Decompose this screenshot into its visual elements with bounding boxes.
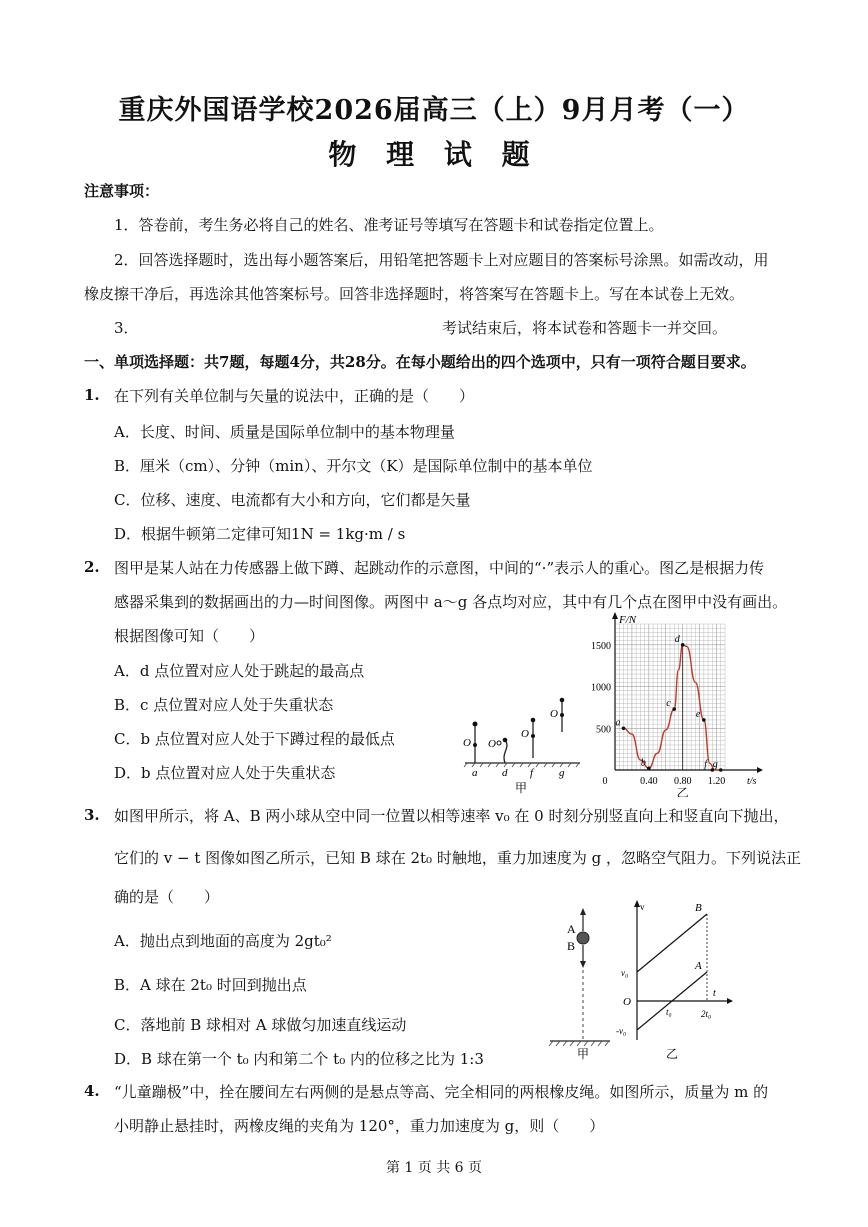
notice-item-1: 1．答卷前，考生务必将自己的姓名、准考证号等填写在答题卡和试卷指定位置上。	[114, 216, 664, 234]
q2-option-c: C．b 点位置对应人处于下蹲过程的最低点	[114, 730, 395, 748]
jia-point-a: a	[472, 767, 478, 779]
q2-stem-2: 感器采集到的数据画出的力—时间图像。两图中 a～g 各点均对应，其中有几个点在图甲中没有画出。	[114, 593, 788, 611]
q1-option-d: D．根据牛顿第二定律可知1N = 1kg·m / s	[114, 525, 406, 543]
point-label-f: f	[704, 759, 708, 770]
jia-o-label-a: O	[463, 737, 471, 749]
v0-tick-label: v₀	[621, 968, 629, 978]
point-d	[681, 643, 685, 647]
q3-option-d: D．B 球在第一个 t₀ 内和第二个 t₀ 内的位移之比为 1:3	[114, 1050, 484, 1068]
q2-option-d: D．b 点位置对应人处于失重状态	[114, 764, 336, 782]
point-label-e: e	[695, 708, 701, 720]
page-footer: 第 1 页 共 6 页	[385, 1160, 483, 1176]
exam-title: 重庆外国语学校2026届高三（上）9月月考（一）	[118, 95, 750, 126]
point-label-b: b	[640, 757, 646, 769]
q3-option-a: A．抛出点到地面的高度为 2gt₀²	[114, 932, 332, 950]
ball-a-label: A	[567, 922, 576, 936]
series-label-B: B	[695, 902, 702, 914]
point-c	[672, 707, 676, 711]
point-b	[647, 767, 651, 771]
section-heading: 一、单项选择题：共7题，每题4分，共28分。在每小题给出的四个选项中，只有一项符合题目要求。	[84, 353, 756, 371]
point-g	[719, 768, 723, 772]
q3-stem-2: 它们的 v − t 图像如图乙所示，已知 B 球在 2t₀ 时触地，重力加速度为 g ，忽略空气阻力。下列说法正	[114, 849, 801, 867]
q4-stem-1: “儿童蹦极”中，拴在腰间左右两侧的是悬点等高、完全相同的两根橡皮绳。如图所示，质量为 m 的	[114, 1083, 769, 1101]
y-tick-label: 1000	[591, 682, 611, 694]
jia-point-g: g	[559, 767, 565, 779]
q1-option-a: A．长度、时间、质量是国际单位制中的基本物理量	[114, 423, 455, 441]
x-tick-label: 0.40	[640, 776, 658, 787]
q3-yi-caption: 乙	[665, 1047, 679, 1061]
jia-caption: 甲	[515, 781, 528, 795]
y-axis-label: F/N	[619, 614, 637, 626]
q2-number: 2.	[84, 558, 100, 576]
x-tick-label: 0.80	[673, 776, 692, 787]
q1-option-b: B．厘米（cm）、分钟（min）、开尔文（K）是国际单位制中的基本单位	[114, 457, 593, 475]
v-axis-label: v	[640, 902, 645, 912]
y-tick-label: 1500	[591, 640, 611, 652]
x-axis-arrow	[757, 767, 763, 773]
q2-stem-3: 根据图像可知（ ）	[114, 627, 265, 645]
point-label-d: d	[674, 633, 680, 645]
t-axis-label: t	[713, 988, 716, 999]
subject-title: 物 理 试 题	[328, 138, 540, 171]
t-axis-arrow	[727, 998, 733, 1004]
x-tick-label: 0	[602, 776, 608, 787]
q3-option-c: C．落地前 B 球相对 A 球做匀加速直线运动	[114, 1016, 407, 1034]
q2-force-time-chart	[575, 612, 770, 797]
q3-stem-3: 确的是（ ）	[114, 888, 220, 906]
series-label-A: A	[695, 960, 702, 972]
q1-stem: 在下列有关单位制与矢量的说法中，正确的是（ ）	[114, 387, 475, 405]
q3-velocity-time-chart	[615, 900, 745, 1062]
notice-item-3-num: 3．	[114, 319, 139, 337]
t0-tick-label: t₀	[666, 1007, 672, 1017]
y-axis-arrow	[612, 612, 618, 619]
q2-stem-1: 图甲是某人站在力传感器上做下蹲、起跳动作的示意图，中间的“·”表示人的重心。图乙是根据力传	[114, 559, 765, 577]
point-a	[622, 726, 626, 730]
y-tick-label: 500	[596, 724, 611, 736]
q1-number: 1.	[84, 386, 100, 404]
point-label-a: a	[615, 717, 621, 729]
q3-stem-1: 如图甲所示，将 A、B 两小球从空中同一位置以相等速率 v₀ 在 0 时刻分别竖直向上和竖直向下抛出，	[114, 807, 789, 825]
notice-heading: 注意事项：	[84, 182, 160, 200]
q3-figure-jia	[545, 905, 615, 1060]
2t0-tick-label: 2t₀	[701, 1009, 712, 1019]
ball-b-label: B	[567, 939, 576, 953]
q3-jia-caption: 甲	[577, 1047, 590, 1060]
q1-option-c: C．位移、速度、电流都有大小和方向，它们都是矢量	[114, 491, 471, 509]
q2-figure-jia	[455, 690, 590, 795]
q3-option-b: B．A 球在 2t₀ 时回到抛出点	[114, 976, 307, 994]
q2-option-b: B．c 点位置对应人处于失重状态	[114, 696, 334, 714]
yi-caption: 乙	[676, 786, 689, 797]
notice-item-3-text: 考试结束后，将本试卷和答题卡一并交回。	[442, 319, 728, 337]
jia-o-label-f: O	[521, 728, 529, 740]
jia-o-label-d: O	[488, 738, 496, 750]
origin-label: O	[623, 996, 631, 1008]
x-tick-label: 1.20	[707, 776, 726, 787]
point-label-g: g	[712, 759, 718, 770]
q4-number: 4.	[84, 1082, 100, 1100]
neg-v0-tick-label: -v₀	[616, 1026, 627, 1036]
q2-option-a: A．d 点位置对应人处于跳起的最高点	[114, 662, 365, 680]
notice-item-2b: 橡皮擦干净后，再选涂其他答案标号。回答非选择题时，将答案写在答题卡上。写在本试卷上无效。	[84, 285, 745, 303]
jia-o-label-g: O	[550, 708, 558, 720]
notice-item-2a: 2．回答选择题时，选出每小题答案后，用铅笔把答题卡上对应题目的答案标号涂黑。如需改动，用	[114, 251, 769, 269]
jia-point-f: f	[530, 767, 534, 779]
jia-point-d: d	[502, 767, 508, 779]
point-e	[702, 718, 706, 722]
point-label-c: c	[666, 698, 671, 710]
q3-number: 3.	[84, 806, 100, 824]
x-axis-label: t/s	[747, 776, 757, 787]
q4-stem-2: 小明静止悬挂时，两橡皮绳的夹角为 120°，重力加速度为 g，则（ ）	[114, 1117, 605, 1135]
